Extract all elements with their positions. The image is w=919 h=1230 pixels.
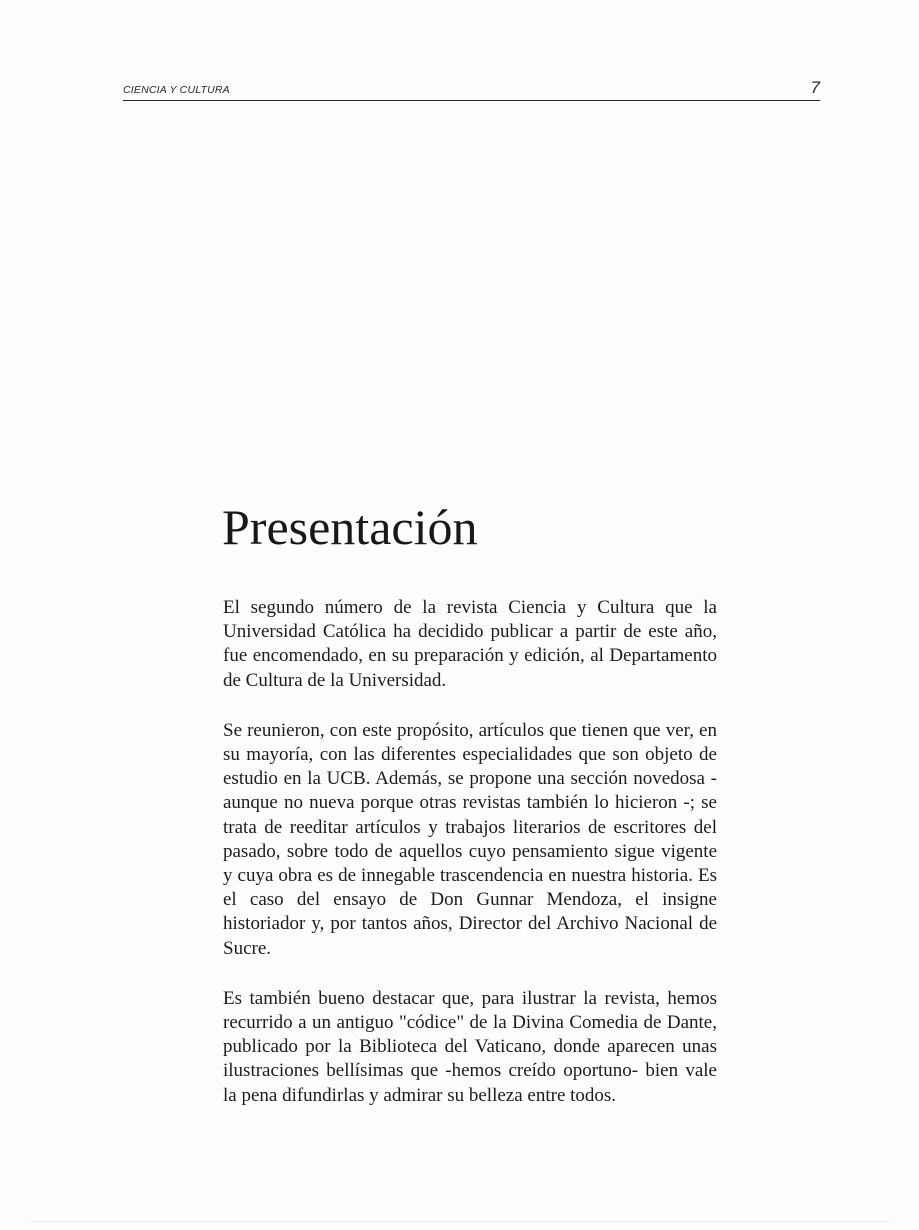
paragraph-1: El segundo número de la revista Ciencia y Cultura que la Universidad Católica ha decidido publicar a partir de este año, fue encomendado, en su preparación y edición, al Departamento de Cultura de la Universidad.: [223, 597, 717, 691]
running-header: [123, 80, 820, 101]
page-edge-rule: [30, 1221, 890, 1222]
paragraph-2: Se reunieron, con este propósito, artículos que tienen que ver, en su mayoría, con las diferentes especialidades que son objeto de estudio en la UCB. Además, se propone una sección novedosa - aunque no nueva porque otras revistas también lo hicieron -; se trata de reeditar artículos y trabajos literarios de escritores del pasado, sobre todo de aquellos cuyo pensamiento sigue vigente y cuya obra es de innegable trascendencia en nuestra historia. Es el caso del ensayo de Don Gunnar Mendoza, el insigne historiador y, por tantos años, Director del Archivo Nacional de Sucre.: [223, 719, 717, 959]
article-title: Presentación: [222, 499, 478, 555]
paragraph-3: Es también bueno destacar que, para ilustrar la revista, hemos recurrido a un antiguo "códice" de la Divina Comedia de Dante, publicado por la Biblioteca del Vaticano, donde aparecen unas ilustraciones bellísimas que -hemos creído oportuno- bien vale la pena difundirlas y admirar su belleza entre todos.: [223, 987, 717, 1106]
page-number: 7: [810, 78, 820, 97]
article-body: [223, 596, 717, 1134]
journal-title: CIENCIA Y CULTURA: [123, 84, 230, 96]
